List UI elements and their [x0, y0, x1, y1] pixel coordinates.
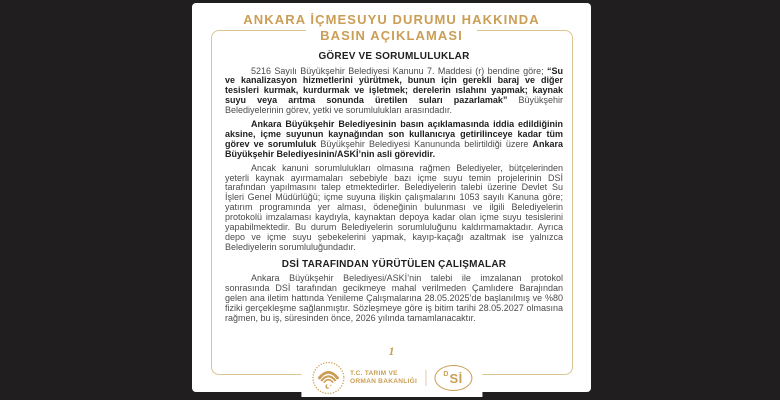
- dsi-logo: [434, 365, 472, 391]
- document-title-line2: BASIN AÇIKLAMASI: [192, 29, 591, 42]
- document-title-line1: ANKARA İÇMESUYU DURUMU HAKKINDA: [243, 12, 540, 27]
- paragraph-3: Ancak kanuni sorumlulukları olmasına rağmen Belediyeler, bütçelerinden yeterli kaynak ayırmamaları sebebiyle bazı içme suyu temin projelerinin DSİ tarafından yapılmasını talep etmektedirler. Belediyelerin talebi üzerine Devlet Su İşleri Genel Müdürlüğü; içme suyuna ilişkin çalışmalarını 1053 sayılı Kanuna göre; yatırım programında yer alması, ödeneğinin bulunması ve ilgili Belediyelerin protokolü imzalaması kaydıyla, kaynaktan depoya kadar olan içme suyu tesislerini yapabilmektedir. Bu durum Belediyelerin sorumluluğunu kaldırmamaktadır. Ayrıca depo ve içme suyu şebekelerini yapmak, kayıp-kaçağı azaltmak ise yalnızca Belediyelerin sorumluluğundadır.: [225, 162, 563, 252]
- ministry-name-line1: T.C. TARIM VE: [349, 370, 398, 377]
- ministry-emblem-icon: [311, 361, 345, 395]
- dsi-logo-large-letters: Sİ: [449, 370, 463, 386]
- document-body: [225, 52, 563, 328]
- press-release-page: [192, 3, 591, 392]
- footer-separator: [425, 370, 426, 386]
- document-title: [192, 13, 591, 42]
- dsi-logo-small-letter: D: [443, 370, 449, 378]
- ministry-name-line2: ORMAN BAKANLIĞI: [349, 378, 418, 385]
- paragraph-1: 5216 Sayılı Büyükşehir Belediyesi Kanunu 7. Maddesi (r) bendine göre; “Su ve kanalizasyon hizmetlerini yürütmek, bunun için gerekli baraj ve diğer tesisleri kurmak, kurdurmak ve işletmek; derelerin ıslahını yapmak; kaynak suyu veya arıtma sonunda üretilen suları pazarlamak” Büyükşehir Belediyelerinin görev, yetki ve sorumlulukları arasındadır.: [225, 65, 563, 116]
- section-heading-gorev-ve-sorumluluklar: GÖREV VE SORUMLULUKLAR: [318, 51, 470, 62]
- footer-logos: [301, 359, 482, 397]
- page-number: 1: [388, 344, 395, 358]
- ministry-name: [350, 370, 417, 386]
- paragraph-4: Ankara Büyükşehir Belediyesi/ASKİ’nin talebi ile imzalanan protokol sonrasında DSİ tarafından gecikmeye mahal verilmeden Çamlıdere Barajından gelen ana iletim hattında Yenileme Çalışmalarına 28.05.2025’de başlanılmış ve %80 fiziki gerçekleşme sağlanmıştır. Sözleşmeye göre iş bitim tarihi 28.05.2027 olmasına rağmen, bu iş, süresinden önce, 2026 yılında tamamlanacaktır.: [225, 273, 563, 323]
- paragraph-2: Ankara Büyükşehir Belediyesinin basın açıklamasında iddia edildiğinin aksine, içme suyunun kaynağından son kullanıcıya getirilinceye kadar tüm görev ve sorumluluk Büyükşehir Belediyesi Kanununda belirtildiği üzere Ankara Büyükşehir Belediyesinin/ASKİ’nin asli görevidir.: [225, 119, 563, 159]
- section-heading-dsi-calismalar: DSİ TARAFINDAN YÜRÜTÜLEN ÇALIŞMALAR: [281, 258, 507, 270]
